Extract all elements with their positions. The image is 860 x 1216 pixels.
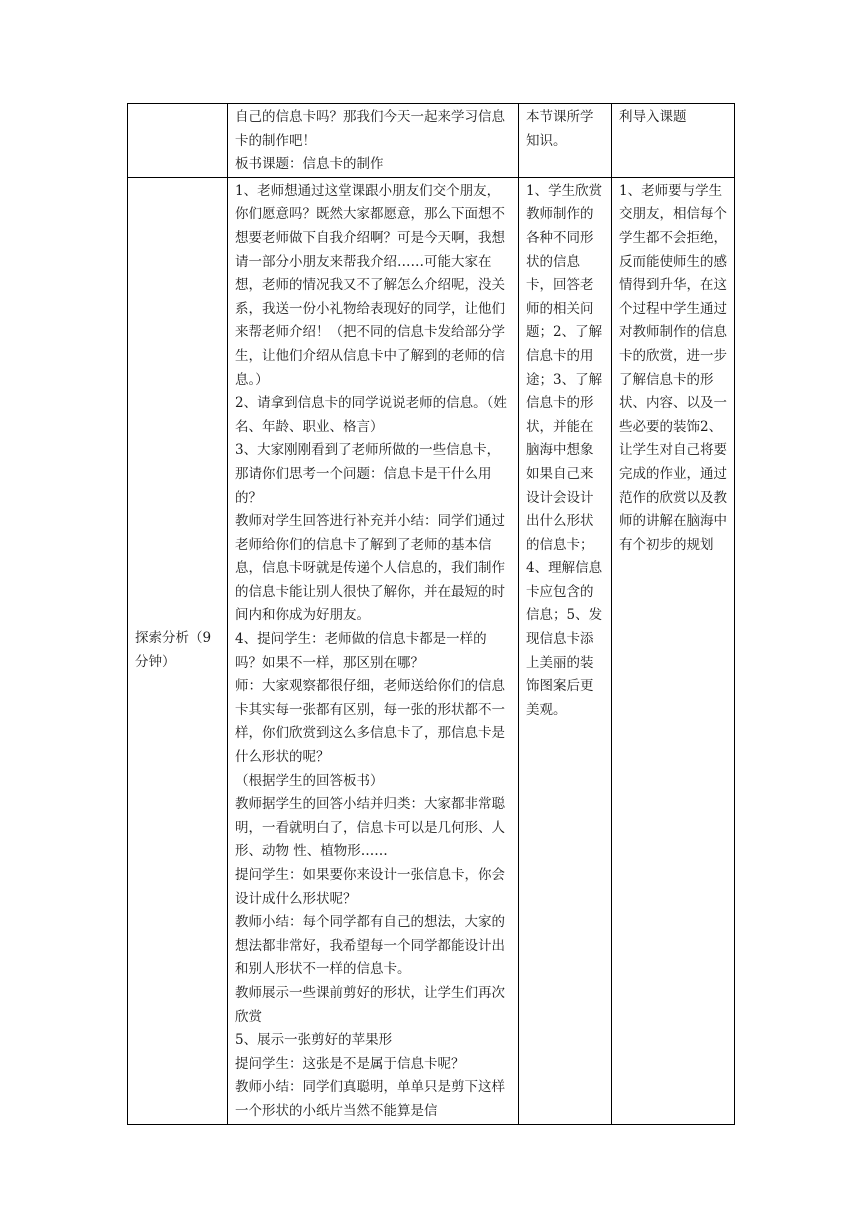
activity-paragraph: 教师小结：每个同学都有自己的想法，大家的想法都非常好，我希望每一个同学都能设计出和别人形状不一样的信息卡。 [235,914,505,978]
activity-paragraph: 3、大家刚刚看到了老师所做的一些信息卡，那请你们思考一个问题：信息卡是干什么用的？ [235,442,501,506]
stage-cell: 探索分析（9分钟） [128,177,228,1124]
activity-paragraph: 师：大家观察都很仔细，老师送给你们的信息卡其实每一张都有区别，每一张的形状都不一样，你们欣赏到这么多信息卡了，那信息卡是什么形状的呢？ [235,678,505,766]
design-purpose-cell: 1、老师要与学生交朋友，相信每个学生都不会拒绝，反而能使师生的感情得到升华，在这个过程中学生通过对教师制作的信息卡的欣赏，进一步了解信息卡的形状、内容、以及一些必要的装饰2、让学生对自己将要完成的作业，通过范作的欣赏以及教师的讲解在脑海中有个初步的规划 [612,177,735,1124]
activity-paragraph: 板书课题：信息卡的制作 [235,156,384,173]
activity-paragraph: 4、提问学生：老师做的信息卡都是一样的吗？如果不一样，那区别在哪？ [235,631,487,671]
activity-paragraph: 自己的信息卡吗？那我们今天一起来学习信息卡的制作吧！ [235,109,505,149]
stage-cell [128,104,228,178]
activity-paragraph: 1、老师想通过这堂课跟小朋友们交个朋友，你们愿意吗？既然大家都愿意，那么下面想不想要老师做下自我介绍啊？可是今天啊，我想请一部分小朋友来帮我介绍……可能大家在想，老师的情况我又不了解怎么介绍呢，没关系，我送一份小礼物给表现好的同学，让他们来帮老师介绍！（把不同的信息卡发给部分学生，让他们介绍从信息卡中了解到的老师的信息。） [235,182,505,388]
activity-paragraph: 教师据学生的回答小结并归类：大家都非常聪明，一看就明白了，信息卡可以是几何形、人形、动物 性、植物形…… [235,796,505,860]
teacher-activity-cell [228,177,519,1124]
table-row [128,104,735,178]
activity-paragraph: 教师展示一些课前剪好的形状，让学生们再次欣赏 [235,984,505,1025]
activity-paragraph: 2、请拿到信息卡的同学说说老师的信息。（姓名、年龄、职业、格言） [235,395,507,435]
student-activity-cell: 1、学生欣赏教师制作的各种不同形状的信息卡，回答老师的相关问题；2、了解信息卡的用途；3、了解信息卡的形状，并能在脑海中想象如果自己来设计会设计出什么形状的信息卡；4、理解信息卡应包含的信息；5、发现信息卡添上美丽的装饰图案后更美观。 [519,177,612,1124]
student-activity-cell: 本节课所学知识。 [519,104,612,178]
lesson-plan-table [127,103,735,1125]
activity-paragraph: （根据学生的回答板书） [235,772,384,789]
teacher-activity-cell [228,104,519,178]
activity-paragraph: 5、展示一张剪好的苹果形 [235,1032,393,1049]
activity-paragraph: 提问学生：这张是不是属于信息卡呢？ [235,1055,465,1072]
design-purpose-cell: 利导入课题 [612,104,735,178]
table-row [128,177,735,1124]
activity-paragraph: 提问学生：如果要你来设计一张信息卡，你会设计成什么形状呢？ [235,867,505,907]
activity-paragraph: 教师小结：同学们真聪明，单单只是剪下这样一个形状的小纸片当然不能算是信 [235,1079,505,1119]
activity-paragraph: 教师对学生回答进行补充并小结：同学们通过老师给你们的信息卡了解到了老师的基本信息，信息卡呀就是传递个人信息的，我们制作的信息卡能让别人很快了解你，并在最短的时间内和你成为好朋友。 [235,513,505,624]
